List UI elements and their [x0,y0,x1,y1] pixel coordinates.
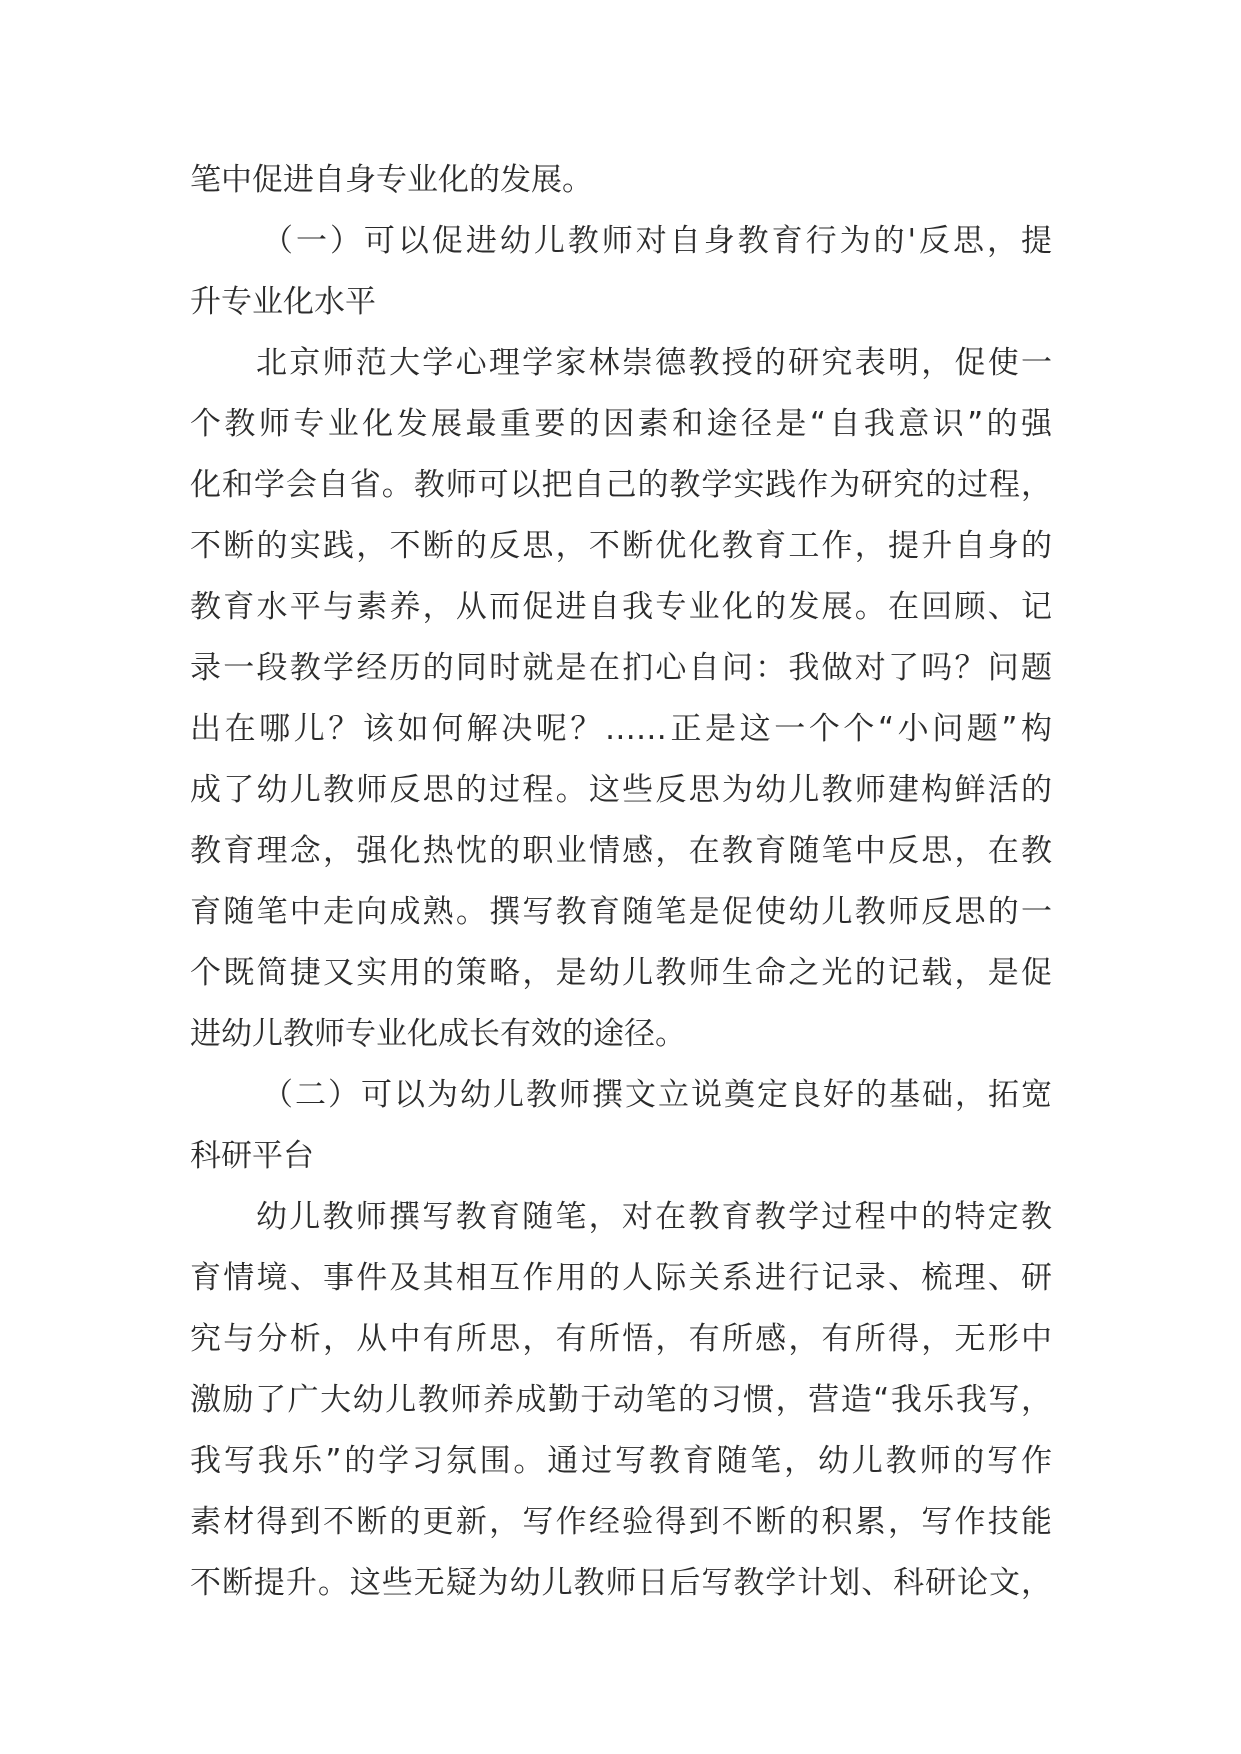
text-line: 幼儿教师撰写教育随笔，对在教育教学过程中的特定教 [256,1199,1052,1235]
heading-line: （一）可以促进幼儿教师对自身教育行为的'反思，提 [262,223,1052,259]
text-line: 不断提升。这些无疑为幼儿教师日后写教学计划、科研论文， [190,1565,1052,1601]
text-line: 个既简捷又实用的策略，是幼儿教师生命之光的记载，是促 [190,955,1052,991]
heading-line: 升专业化水平 [190,284,376,320]
paragraph-continuation [190,150,1052,211]
text-line: 激励了广大幼儿教师养成勤于动笔的习惯，营造“我乐我写， [190,1382,1052,1418]
document-body [190,150,1052,1614]
text-line: 我写我乐”的学习氛围。通过写教育随笔，幼儿教师的写作 [190,1443,1052,1479]
text-line: 笔中促进自身专业化的发展。 [190,162,593,198]
text-line: 不断的实践，不断的反思，不断优化教育工作，提升自身的 [190,528,1052,564]
section-heading-2 [190,1065,1052,1187]
text-line: 育随笔中走向成熟。撰写教育随笔是促使幼儿教师反思的一 [190,894,1052,930]
heading-line: 科研平台 [190,1138,314,1174]
text-line: 录一段教学经历的同时就是在扪心自问：我做对了吗？问题 [190,650,1052,686]
text-line: 化和学会自省。教师可以把自己的教学实践作为研究的过程， [190,467,1052,503]
text-line: 素材得到不断的更新，写作经验得到不断的积累，写作技能 [190,1504,1052,1540]
text-line: 教育水平与素养，从而促进自我专业化的发展。在回顾、记 [190,589,1052,625]
section-heading-1 [190,211,1052,333]
text-line: 育情境、事件及其相互作用的人际关系进行记录、梳理、研 [190,1260,1052,1296]
text-line: 进幼儿教师专业化成长有效的途径。 [190,1016,686,1052]
text-line: 教育理念，强化热忱的职业情感，在教育随笔中反思，在教 [190,833,1052,869]
text-line: 个教师专业化发展最重要的因素和途径是“自我意识”的强 [190,406,1052,442]
text-line: 究与分析，从中有所思，有所悟，有所感，有所得，无形中 [190,1321,1052,1357]
paragraph-1 [190,333,1052,1065]
text-line: 北京师范大学心理学家林崇德教授的研究表明，促使一 [256,345,1052,381]
text-line: 成了幼儿教师反思的过程。这些反思为幼儿教师建构鲜活的 [190,772,1052,808]
paragraph-2 [190,1187,1052,1614]
heading-line: （二）可以为幼儿教师撰文立说奠定良好的基础，拓宽 [262,1077,1052,1113]
text-line: 出在哪儿？该如何解决呢？……正是这一个个“小问题”构 [190,711,1052,747]
